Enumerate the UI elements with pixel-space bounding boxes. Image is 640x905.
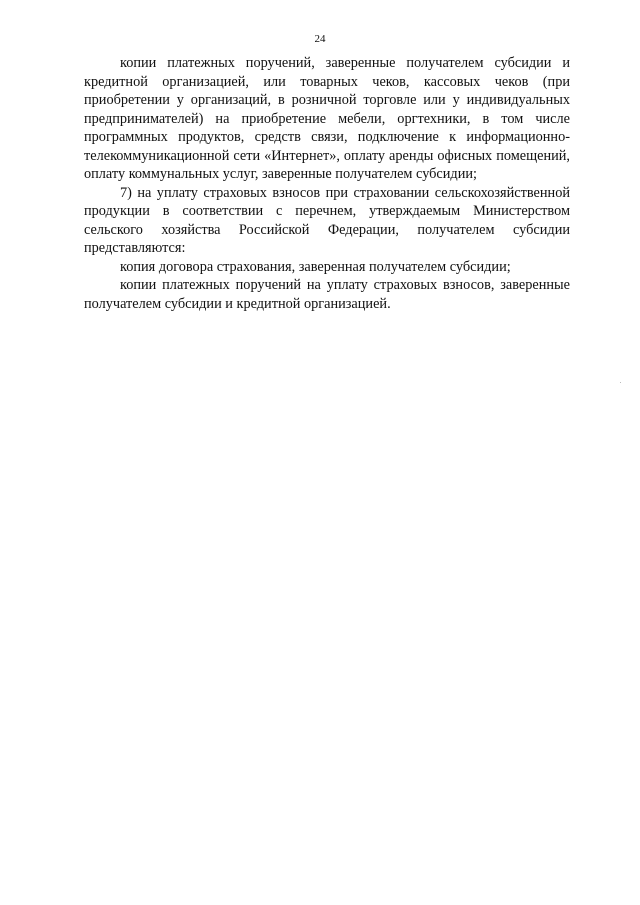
document-body <box>84 54 570 313</box>
page-number: 24 <box>314 33 326 45</box>
paragraph-payment-orders: копии платежных поручений, заверенные получателем субсидии и кредитной организацией, или товарных чеков, кассовых чеков (при приобретении у организаций, в розничной торговле или у индивидуальных предпринимателей) на приобретение мебели, оргтехники, в том числе программных продуктов, средств связи, подключение к информационно-телекоммуникационной сети «Интернет», оплату аренды офисных помещений, оплату коммунальных услуг, заверенные получателем субсидии; <box>84 55 570 182</box>
paragraph-insurance-payment-orders: копии платежных поручений на уплату страховых взносов, заверенные получателем субсидии и кредитной организацией. <box>84 277 570 312</box>
scan-speck <box>620 382 621 383</box>
paragraph-insurance-contract: копия договора страхования, заверенная получателем субсидии; <box>120 258 511 275</box>
paragraph-insurance-item-7: 7) на уплату страховых взносов при страховании сельскохозяйственной продукции в соответствии с перечнем, утверждаемым Министерством сельского хозяйства Российской Федерации, получателем субсидии представляются: <box>84 184 570 256</box>
